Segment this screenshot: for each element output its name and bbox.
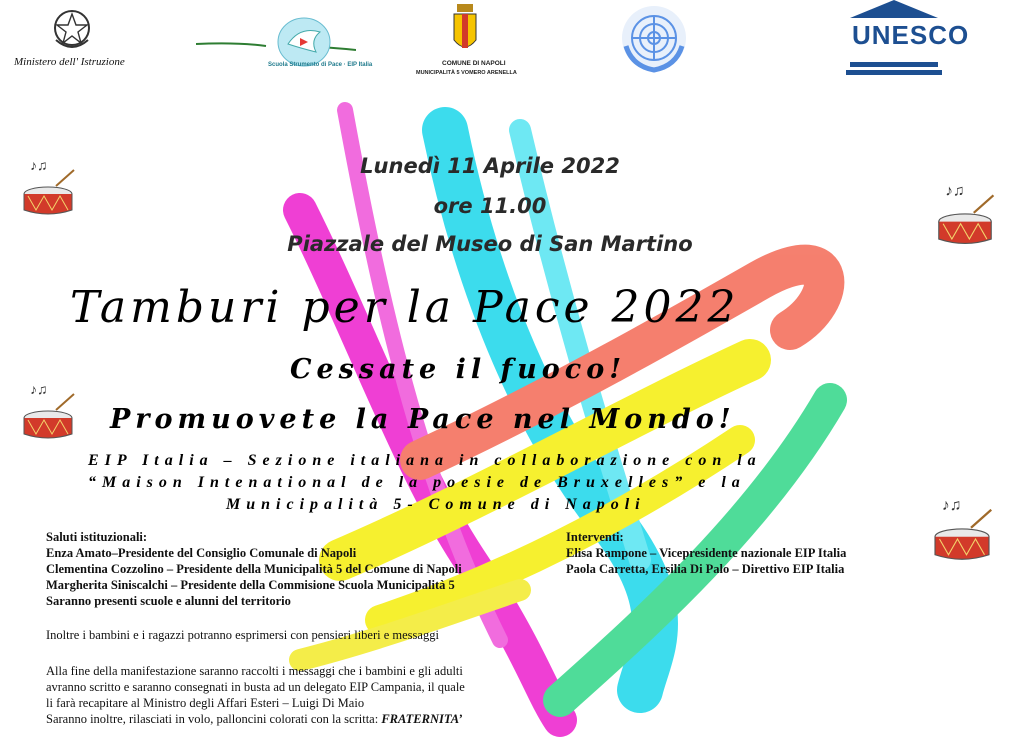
svg-text:♪♫: ♪♫ xyxy=(30,383,48,398)
unesco-label: UNESCO xyxy=(852,20,970,50)
page-title: Tamburi per la Pace 2022 xyxy=(70,282,740,333)
saluti-item: Margherita Siniscalchi – Presidente della Commisione Scuola Municipalità 5 xyxy=(46,578,455,592)
body-paragraph-2-line: avranno scritto e saranno consegnati in busta ad un delegato EIP Campania, il quale xyxy=(46,680,465,694)
comune-label: COMUNE DI NAPOLI xyxy=(442,60,506,67)
eip-line-3: Municipalità 5- Comune di Napoli xyxy=(226,496,646,513)
subtitle-cessate: Cessate il fuoco! xyxy=(290,354,627,385)
ministero-label: Ministero dell' Istruzione xyxy=(14,56,125,68)
unesco-logo xyxy=(846,0,970,76)
subtitle-promuovete: Promuovete la Pace nel Mondo! xyxy=(110,404,736,435)
svg-text:♪♫: ♪♫ xyxy=(941,496,962,514)
interventi-item: Paola Carretta, Ersilia Di Palo – Direttivo EIP Italia xyxy=(566,562,845,576)
body-paragraph-1: Inoltre i bambini e i ragazzi potranno esprimersi con pensieri liberi e messaggi xyxy=(46,628,439,642)
event-place: Piazzale del Museo di San Martino xyxy=(287,232,693,256)
eip-line-2: “Maison Intenational de la poesie de Bruxelles” e la xyxy=(88,474,746,491)
fraternita-emphasis: FRATERNITA’ xyxy=(381,712,463,726)
comune-napoli-crest xyxy=(452,4,478,56)
interventi-item: Elisa Rampone – Vicepresidente nazionale EIP Italia xyxy=(566,546,847,560)
body-paragraph-2-line: li farà recapitare al Ministro degli Affari Esteri – Luigi Di Maio xyxy=(46,696,365,710)
body-paragraph-3-text: Saranno inoltre, rilasciati in volo, palloncini colorati con la scritta: xyxy=(46,712,382,726)
scuola-label: Scuola Strumento di Pace · EIP Italia xyxy=(268,62,373,68)
municipalita-label: MUNICIPALITÀ 5 VOMERO ARENELLA xyxy=(416,70,517,76)
saluti-item: Clementina Cozzolino – Presidente della Municipalità 5 del Comune di Napoli xyxy=(46,562,462,576)
saluti-item: Saranno presenti scuole e alunni del territorio xyxy=(46,594,291,608)
interventi-heading: Interventi: xyxy=(566,530,624,544)
body-paragraph-2-line: Alla fine della manifestazione saranno raccolti i messaggi che i bambini e gli adulti xyxy=(46,664,463,678)
drum-icon-left-top xyxy=(16,156,80,220)
emblema-repubblica-logo xyxy=(50,6,94,54)
event-date: Lunedì 11 Aprile 2022 xyxy=(360,154,620,178)
saluti-heading: Saluti istituzionali: xyxy=(46,530,148,544)
drum-icon-right-bottom xyxy=(926,494,998,566)
event-time: ore 11.00 xyxy=(433,194,547,218)
svg-text:♪♫: ♪♫ xyxy=(945,182,965,200)
drum-icon-left-mid xyxy=(16,380,80,444)
svg-text:♪♫: ♪♫ xyxy=(30,159,48,174)
eip-line-1: EIP Italia – Sezione italiana in collaborazione con la xyxy=(88,452,762,469)
body-paragraph-3 xyxy=(46,712,462,727)
drum-icon-right-top xyxy=(930,180,1000,250)
un-emblem-logo xyxy=(618,2,690,74)
saluti-item: Enza Amato–Presidente del Consiglio Comunale di Napoli xyxy=(46,546,357,560)
